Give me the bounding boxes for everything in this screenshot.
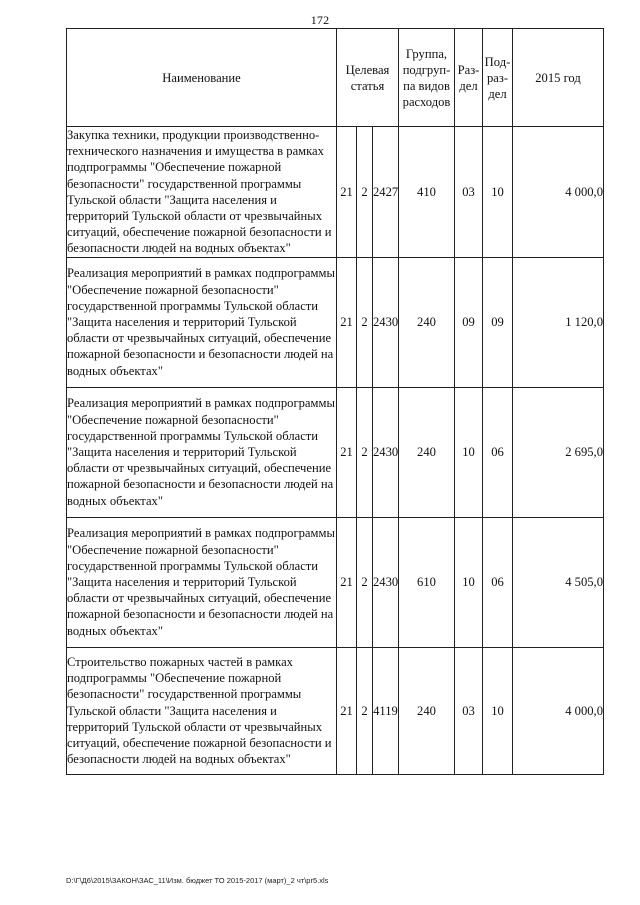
row-name: Строительство пожарных частей в рамках подпрограммы "Обеспечение пожарной безопасности" государственной программы Тульской области "Защита населения и территорий Тульской области от чрезвычайных ситуаций, обеспечение пожарной безопасности и безопасности людей на водных объектах" (67, 647, 337, 774)
target-code-3: 2427 (373, 127, 399, 258)
subsection-code: 09 (483, 257, 513, 387)
row-name: Реализация мероприятий в рамках подпрограммы "Обеспечение пожарной безопасности" государственной программы Тульской области "Защита населения и территорий Тульской области от чрезвычайных ситуаций, обеспечение пожарной безопасности и безопасности людей на водных объектах" (67, 387, 337, 517)
section-code: 03 (455, 127, 483, 258)
header-year-2015: 2015 год (513, 29, 604, 127)
target-code-2: 2 (357, 647, 373, 774)
target-code-1: 21 (337, 127, 357, 258)
amount-2015: 4 000,0 (513, 647, 604, 774)
page-number: 172 (310, 13, 330, 27)
target-code-1: 21 (337, 517, 357, 647)
table-row (67, 647, 604, 774)
expense-group-code: 610 (399, 517, 455, 647)
row-name: Реализация мероприятий в рамках подпрограммы "Обеспечение пожарной безопасности" государственной программы Тульской области "Защита населения и территорий Тульской области от чрезвычайных ситуаций, обеспечение пожарной безопасности и безопасности людей на водных объектах" (67, 257, 337, 387)
file-path-footer: D:\Г\Д6\2015\ЗАКОН\ЗАС_11\Изм. бюджет ТО 2015-2017 (март)_2 чт\pr5.xls (66, 876, 329, 885)
target-code-1: 21 (337, 387, 357, 517)
expense-group-code: 240 (399, 257, 455, 387)
section-code: 10 (455, 517, 483, 647)
target-code-2: 2 (357, 127, 373, 258)
subsection-code: 06 (483, 387, 513, 517)
subsection-code: 10 (483, 647, 513, 774)
amount-2015: 2 695,0 (513, 387, 604, 517)
subsection-code: 06 (483, 517, 513, 647)
target-code-1: 21 (337, 257, 357, 387)
target-code-1: 21 (337, 647, 357, 774)
target-code-3: 2430 (373, 517, 399, 647)
table-header-row (67, 29, 604, 127)
target-code-2: 2 (357, 257, 373, 387)
table-row (67, 127, 604, 258)
row-name: Закупка техники, продукции производственно-технического назначения и имущества в рамках подпрограммы "Обеспечение пожарной безопасности" государственной программы Тульской области "Защита населения и территорий Тульской области от чрезвычайных ситуаций, обеспечение пожарной безопасности и безопасности людей на водных объектах" (67, 127, 337, 258)
section-code: 03 (455, 647, 483, 774)
header-section: Раз-дел (455, 29, 483, 127)
header-name: Наименование (67, 29, 337, 127)
table-row (67, 387, 604, 517)
target-code-3: 4119 (373, 647, 399, 774)
target-code-3: 2430 (373, 387, 399, 517)
amount-2015: 1 120,0 (513, 257, 604, 387)
amount-2015: 4 000,0 (513, 127, 604, 258)
amount-2015: 4 505,0 (513, 517, 604, 647)
target-code-3: 2430 (373, 257, 399, 387)
section-code: 09 (455, 257, 483, 387)
expense-group-code: 240 (399, 387, 455, 517)
expense-group-code: 240 (399, 647, 455, 774)
header-subsection: Под-раз-дел (483, 29, 513, 127)
table-row (67, 257, 604, 387)
budget-table (66, 28, 604, 775)
header-expense-group: Группа, подгруп-па видов расходов (399, 29, 455, 127)
section-code: 10 (455, 387, 483, 517)
target-code-2: 2 (357, 517, 373, 647)
subsection-code: 10 (483, 127, 513, 258)
expense-group-code: 410 (399, 127, 455, 258)
target-code-2: 2 (357, 387, 373, 517)
header-target-article: Целевая статья (337, 29, 399, 127)
table-row (67, 517, 604, 647)
row-name: Реализация мероприятий в рамках подпрограммы "Обеспечение пожарной безопасности" государственной программы Тульской области "Защита населения и территорий Тульской области от чрезвычайных ситуаций, обеспечение пожарной безопасности и безопасности людей на водных объектах" (67, 517, 337, 647)
